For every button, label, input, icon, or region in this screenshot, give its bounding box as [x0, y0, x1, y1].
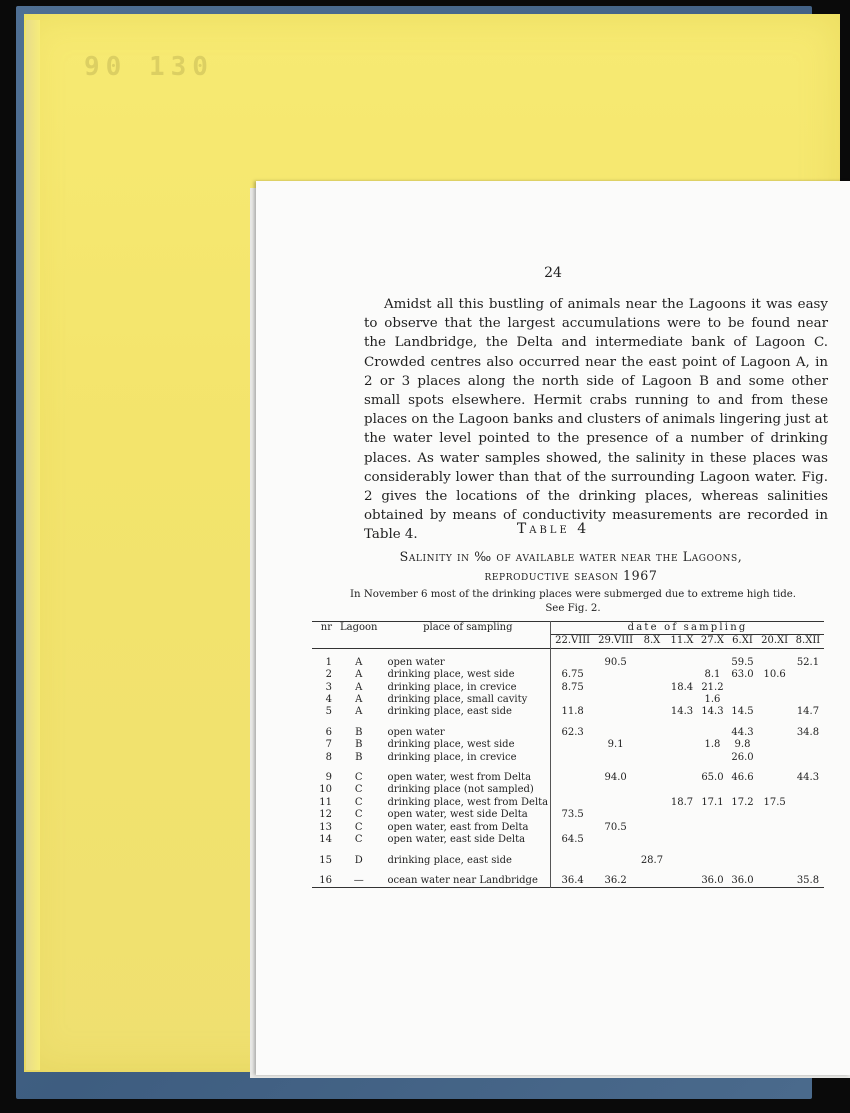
row-place: open water, west side Delta: [380, 809, 551, 821]
row-value: [728, 809, 758, 821]
row-value: [792, 694, 824, 706]
row-value: [551, 739, 595, 751]
row-lagoon: A: [355, 669, 363, 681]
row-value: [667, 834, 697, 846]
row-value: [594, 809, 637, 821]
row-value: [594, 669, 637, 681]
header-date: 22.VIII: [555, 635, 591, 647]
row-value: [757, 822, 792, 834]
table-row: [312, 855, 824, 867]
page-number: 24: [544, 265, 562, 281]
row-lagoon: —: [353, 874, 364, 886]
row-value: [667, 727, 697, 739]
row-value: [594, 727, 637, 739]
row-number: 1: [325, 656, 332, 668]
row-value: 8.1: [704, 669, 721, 681]
row-value: [637, 875, 667, 888]
row-value: [667, 875, 697, 888]
row-value: [792, 739, 824, 751]
row-value: 17.5: [763, 796, 786, 808]
row-lagoon: C: [354, 784, 363, 796]
row-value: [594, 706, 637, 718]
caption-line-1: Salinity in ‰ of available water near the Lagoons,: [399, 549, 743, 564]
row-value: [551, 797, 595, 809]
row-value: [757, 855, 792, 867]
row-value: 8.75: [561, 681, 584, 693]
row-value: 1.8: [704, 739, 721, 751]
row-number: 9: [325, 772, 332, 784]
document-page: [256, 181, 850, 1075]
row-value: [728, 694, 758, 706]
row-value: [697, 657, 727, 669]
row-value: 9.1: [607, 739, 624, 751]
row-value: [594, 834, 637, 846]
row-lagoon: B: [355, 751, 363, 763]
row-value: [551, 752, 595, 764]
row-value: 36.2: [604, 874, 627, 886]
row-value: [728, 822, 758, 834]
row-value: [728, 682, 758, 694]
row-value: 70.5: [604, 821, 627, 833]
header-date: 11.X: [670, 635, 694, 647]
row-number: 5: [325, 706, 332, 718]
table-row: [312, 739, 824, 751]
row-value: [757, 772, 792, 784]
row-value: 17.2: [731, 796, 754, 808]
row-place: drinking place, east side: [380, 706, 551, 718]
row-number: 10: [319, 784, 332, 796]
header-lagoon: Lagoon: [340, 622, 378, 634]
row-value: [728, 784, 758, 796]
row-value: [792, 752, 824, 764]
row-lagoon: A: [355, 681, 363, 693]
table-heading: Table 4: [516, 521, 590, 537]
row-place: drinking place (not sampled): [380, 784, 551, 796]
row-value: 62.3: [561, 726, 584, 738]
row-value: 14.7: [796, 706, 820, 718]
row-place: ocean water near Landbridge: [380, 875, 551, 888]
row-value: [697, 855, 727, 867]
table-row: [312, 727, 824, 739]
row-number: 12: [319, 809, 332, 821]
row-lagoon: C: [354, 809, 363, 821]
row-value: [637, 822, 667, 834]
row-value: [667, 855, 697, 867]
row-value: [637, 739, 667, 751]
row-value: 65.0: [701, 772, 724, 784]
row-value: 52.1: [796, 656, 820, 668]
row-value: 73.5: [561, 809, 584, 821]
row-lagoon: C: [354, 772, 363, 784]
row-value: [757, 784, 792, 796]
header-place: place of sampling: [380, 622, 551, 635]
row-number: 13: [319, 821, 332, 833]
row-place: open water: [380, 727, 551, 739]
row-value: 10.6: [763, 669, 786, 681]
row-value: [697, 727, 727, 739]
row-place: drinking place, in crevice: [380, 752, 551, 764]
salinity-table: [312, 621, 824, 888]
row-place: drinking place, west from Delta: [380, 797, 551, 809]
header-date: 8.X: [643, 635, 661, 647]
row-value: [667, 657, 697, 669]
row-value: [697, 784, 727, 796]
row-value: [637, 706, 667, 718]
row-value: [551, 855, 595, 867]
table-row: [312, 752, 824, 764]
row-value: [551, 822, 595, 834]
row-value: 63.0: [731, 669, 754, 681]
table-row: [312, 784, 824, 796]
row-value: [757, 694, 792, 706]
row-value: [697, 834, 727, 846]
row-value: 18.7: [670, 796, 694, 808]
header-date: 29.VIII: [598, 635, 634, 647]
table-row: [312, 669, 824, 681]
row-value: [551, 772, 595, 784]
row-value: [667, 784, 697, 796]
row-place: drinking place, east side: [380, 855, 551, 867]
header-date: 27.X: [700, 635, 724, 647]
row-value: 18.4: [670, 681, 694, 693]
row-value: [667, 669, 697, 681]
row-lagoon: C: [354, 821, 363, 833]
row-value: 94.0: [604, 772, 627, 784]
row-value: [757, 752, 792, 764]
row-value: [792, 669, 824, 681]
row-value: [667, 752, 697, 764]
row-value: [792, 822, 824, 834]
row-value: [637, 834, 667, 846]
table-row: [312, 875, 824, 888]
row-value: 1.6: [704, 694, 721, 706]
row-value: 90.5: [604, 656, 627, 668]
row-value: 11.8: [561, 706, 584, 718]
faded-stamp: 90 130: [84, 52, 214, 82]
row-value: [637, 784, 667, 796]
row-value: [757, 809, 792, 821]
row-value: [637, 797, 667, 809]
row-value: 36.4: [561, 874, 584, 886]
row-value: [728, 855, 758, 867]
row-number: 4: [325, 694, 332, 706]
row-value: [637, 657, 667, 669]
table-row: [312, 657, 824, 669]
row-value: 46.6: [731, 772, 754, 784]
row-value: 35.8: [796, 874, 820, 886]
table-row: [312, 706, 824, 718]
row-place: drinking place, small cavity: [380, 694, 551, 706]
row-value: [757, 739, 792, 751]
row-value: [551, 694, 595, 706]
row-lagoon: C: [354, 834, 363, 846]
body-paragraph: Amidst all this bustling of animals near the Lagoons it was easy to observe that the largest accumulations were to be found near the Landbridge, the Delta and intermediate bank of Lagoon C. Crowded centres also occurred near the east point of Lagoon A, in 2 or 3 places along the north side of Lagoon B and some other small spots elsewhere. Hermit crabs running to and from these places on the Lagoon banks and clusters of animals lingering just at the water level pointed to the presence of a number of drinking places. As water samples showed, the salinity in these places was considerably lower than that of the surrounding Lagoon water. Fig. 2 gives the locations of the drinking places, whereas salinities obtained by means of conductivity measurements are recorded in Table 4.: [364, 297, 828, 543]
row-value: [757, 875, 792, 888]
row-value: 14.3: [701, 706, 724, 718]
header-date: 20.XI: [761, 635, 789, 647]
row-value: [637, 669, 667, 681]
table-row: [312, 694, 824, 706]
row-value: [697, 822, 727, 834]
row-lagoon: B: [355, 726, 363, 738]
row-value: 44.3: [731, 726, 754, 738]
row-value: 59.5: [731, 656, 754, 668]
row-place: open water, east side Delta: [380, 834, 551, 846]
table-row: [312, 797, 824, 809]
row-value: [697, 752, 727, 764]
row-place: open water, east from Delta: [380, 822, 551, 834]
table-note: [348, 588, 798, 616]
caption-line-2: reproductive season 1967: [484, 568, 658, 583]
row-number: 14: [319, 834, 332, 846]
row-lagoon: C: [354, 796, 363, 808]
row-value: 6.75: [561, 669, 584, 681]
row-lagoon: D: [354, 854, 363, 866]
row-value: [792, 797, 824, 809]
table-row: [312, 772, 824, 784]
row-value: [594, 752, 637, 764]
header-date: 6.XI: [732, 635, 753, 647]
table-row: [312, 822, 824, 834]
row-lagoon: A: [355, 706, 363, 718]
row-value: [594, 694, 637, 706]
row-value: [792, 682, 824, 694]
row-number: 3: [325, 681, 332, 693]
row-value: 44.3: [796, 772, 820, 784]
row-value: [757, 682, 792, 694]
row-value: 9.8: [734, 739, 751, 751]
row-value: [551, 784, 595, 796]
row-value: [667, 772, 697, 784]
row-value: 36.0: [701, 874, 724, 886]
row-number: 6: [325, 726, 332, 738]
table-row: [312, 682, 824, 694]
row-value: 17.1: [701, 796, 724, 808]
row-number: 16: [319, 874, 332, 886]
note-line-2: See Fig. 2.: [545, 603, 601, 614]
row-value: [637, 727, 667, 739]
row-value: [697, 809, 727, 821]
row-place: drinking place, west side: [380, 739, 551, 751]
row-value: [637, 772, 667, 784]
row-value: [594, 682, 637, 694]
row-value: [667, 694, 697, 706]
row-value: 14.5: [731, 706, 754, 718]
row-number: 7: [325, 739, 332, 751]
row-value: [594, 784, 637, 796]
row-value: [757, 657, 792, 669]
row-lagoon: B: [355, 739, 363, 751]
yellow-sheet-edge: [26, 20, 40, 1070]
row-value: [792, 834, 824, 846]
row-value: [757, 706, 792, 718]
row-value: [667, 822, 697, 834]
row-value: [594, 855, 637, 867]
row-number: 8: [325, 751, 332, 763]
row-number: 2: [325, 669, 332, 681]
row-place: open water, west from Delta: [380, 772, 551, 784]
row-value: [637, 809, 667, 821]
row-value: [637, 682, 667, 694]
row-value: [792, 809, 824, 821]
table-caption: [346, 547, 796, 585]
row-value: [757, 727, 792, 739]
row-value: 64.5: [561, 834, 584, 846]
row-value: 26.0: [731, 751, 754, 763]
row-number: 11: [319, 796, 332, 808]
header-date: 8.XII: [795, 635, 821, 647]
row-value: 21.2: [701, 681, 724, 693]
row-value: 36.0: [731, 874, 754, 886]
row-value: [757, 834, 792, 846]
table-row: [312, 809, 824, 821]
row-value: [667, 809, 697, 821]
row-value: [551, 657, 595, 669]
row-value: [594, 797, 637, 809]
row-place: drinking place, west side: [380, 669, 551, 681]
row-value: 28.7: [640, 854, 664, 866]
header-dates-group: date of sampling: [551, 622, 824, 635]
row-number: 15: [319, 854, 332, 866]
row-lagoon: A: [355, 656, 363, 668]
row-value: 34.8: [796, 726, 820, 738]
row-value: [792, 855, 824, 867]
note-line-1: In November 6 most of the drinking places were submerged due to extreme high tide.: [350, 589, 796, 600]
row-place: open water: [380, 657, 551, 669]
row-value: [637, 752, 667, 764]
row-value: 14.3: [670, 706, 694, 718]
row-place: drinking place, in crevice: [380, 682, 551, 694]
table-row: [312, 834, 824, 846]
row-value: [792, 784, 824, 796]
row-value: [667, 739, 697, 751]
row-value: [728, 834, 758, 846]
row-value: [637, 694, 667, 706]
row-lagoon: A: [355, 694, 363, 706]
header-nr: nr: [320, 622, 332, 634]
